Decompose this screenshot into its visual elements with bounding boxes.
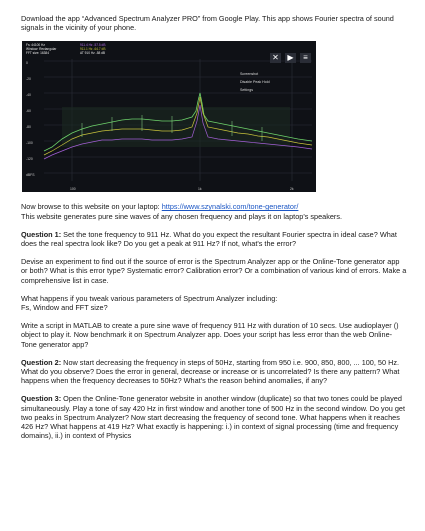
question-2-text: Now start decreasing the frequency in steps of 50Hz, starting from 950 i.e. 900, 850, 800, ... 100, 50 Hz. What do you observe? Does the error in general, decrease or increase or is uncorrelated? Is there any pattern? What happens when the frequency decreases to 50Hz? What's the reason behind anomalies, if any?	[21, 357, 400, 386]
close-icon[interactable]: ✕	[270, 53, 281, 63]
peak-readout-1: 911.4 Hz -57.5 dB	[80, 43, 106, 48]
y-tick-label: -20	[26, 77, 31, 82]
browse-text: Now browse to this website on your laptop:	[21, 202, 162, 212]
menu-item-settings[interactable]: Settings	[240, 88, 253, 93]
question-1-label: Question 1:	[21, 229, 62, 239]
devise-paragraph: Devise an experiment to find out if the source of error is the Spectrum Analyzer app or the Online-Tone generator app or both? What is this error type? Systematic error? Calibration error? Or a combination of various kind of errors. Make a comprehensive list in case.	[21, 257, 407, 285]
question-1	[21, 230, 407, 248]
y-tick-label: -80	[26, 125, 31, 130]
y-tick-label: -100	[26, 141, 33, 146]
tone-generator-link[interactable]: https://www.szynalski.com/tone-generator/	[161, 202, 299, 212]
menu-icon[interactable]: ≡	[300, 53, 311, 63]
spectrum-analyzer-screenshot	[22, 41, 316, 192]
browse-line	[21, 202, 407, 211]
peak-readout-3: AT 910 Hz -58 dB	[80, 51, 106, 56]
y-axis-unit: dBFS	[26, 173, 35, 178]
tweak-line-2: Fs, Window and FFT size?	[21, 303, 108, 313]
spectrum-plot	[22, 41, 316, 192]
question-3-text: Open the Online-Tone generator website in another window (duplicate) so that two tones could be played simultaneously. Play a tone of say 420 Hz in first window and another tone of 500 Hz in the second window. Do you get two peaks in Spectrum Analyzer? Now start decreasing the frequency of second tone. What happens when it reaches 426 Hz? What happens at 419 Hz? What exactly is happening: i.) in context of signal processing (time and frequency domains), ii.) in context of Physics	[21, 394, 405, 441]
menu-item-screenshot[interactable]: Screenshot	[240, 72, 259, 77]
x-tick-label: 100	[70, 187, 76, 192]
peak-readout-2: 911.1 Hz -64.7 dB	[80, 47, 106, 52]
play-icon[interactable]: ▶	[285, 53, 296, 63]
question-2-label: Question 2:	[21, 357, 62, 367]
fft-size-readout: FFT size: 16384	[26, 51, 49, 56]
y-tick-label: 0	[26, 61, 28, 66]
question-1-text: Set the tone frequency to 911 Hz. What do you expect the resultant Fourier spectra in ideal case? What does the real spectra look like? Do you get a peak at 911 Hz? If not, what's the error?	[21, 229, 397, 249]
question-3-label: Question 3:	[21, 394, 62, 404]
browse-paragraph	[21, 202, 407, 220]
window-readout: Window: Rectangular	[26, 47, 57, 52]
question-2	[21, 358, 407, 386]
x-tick-label: 2k	[290, 187, 294, 192]
menu-item-disable-peak-hold[interactable]: Disable Peak Hold	[240, 80, 270, 85]
matlab-paragraph: Write a script in MATLAB to create a pure sine wave of frequency 911 Hz with duration of 10 secs. Use audioplayer () object to play it. Now benchmark it on Spectrum Analyzer app. Does your script has less error than the web Online-Tone generator app?	[21, 321, 399, 349]
x-tick-label: 1k	[198, 187, 202, 192]
y-tick-label: -40	[26, 93, 31, 98]
tweak-paragraph	[21, 294, 407, 312]
y-tick-label: -60	[26, 109, 31, 114]
intro-paragraph: Download the app “Advanced Spectrum Analyzer PRO” from Google Play. This app shows Fourier spectra of sound signals in the vicinity of your phone.	[21, 14, 394, 33]
sample-rate-readout: Fs: 44100 Hz	[26, 43, 45, 48]
y-tick-label: -120	[26, 157, 33, 162]
tweak-line-1: What happens if you tweak various parameters of Spectrum Analyzer including:	[21, 293, 278, 303]
document-page	[21, 14, 407, 449]
browse-description: This website generates pure sine waves of any chosen frequency and plays it on laptop's speakers.	[21, 211, 343, 221]
question-3	[21, 394, 407, 440]
